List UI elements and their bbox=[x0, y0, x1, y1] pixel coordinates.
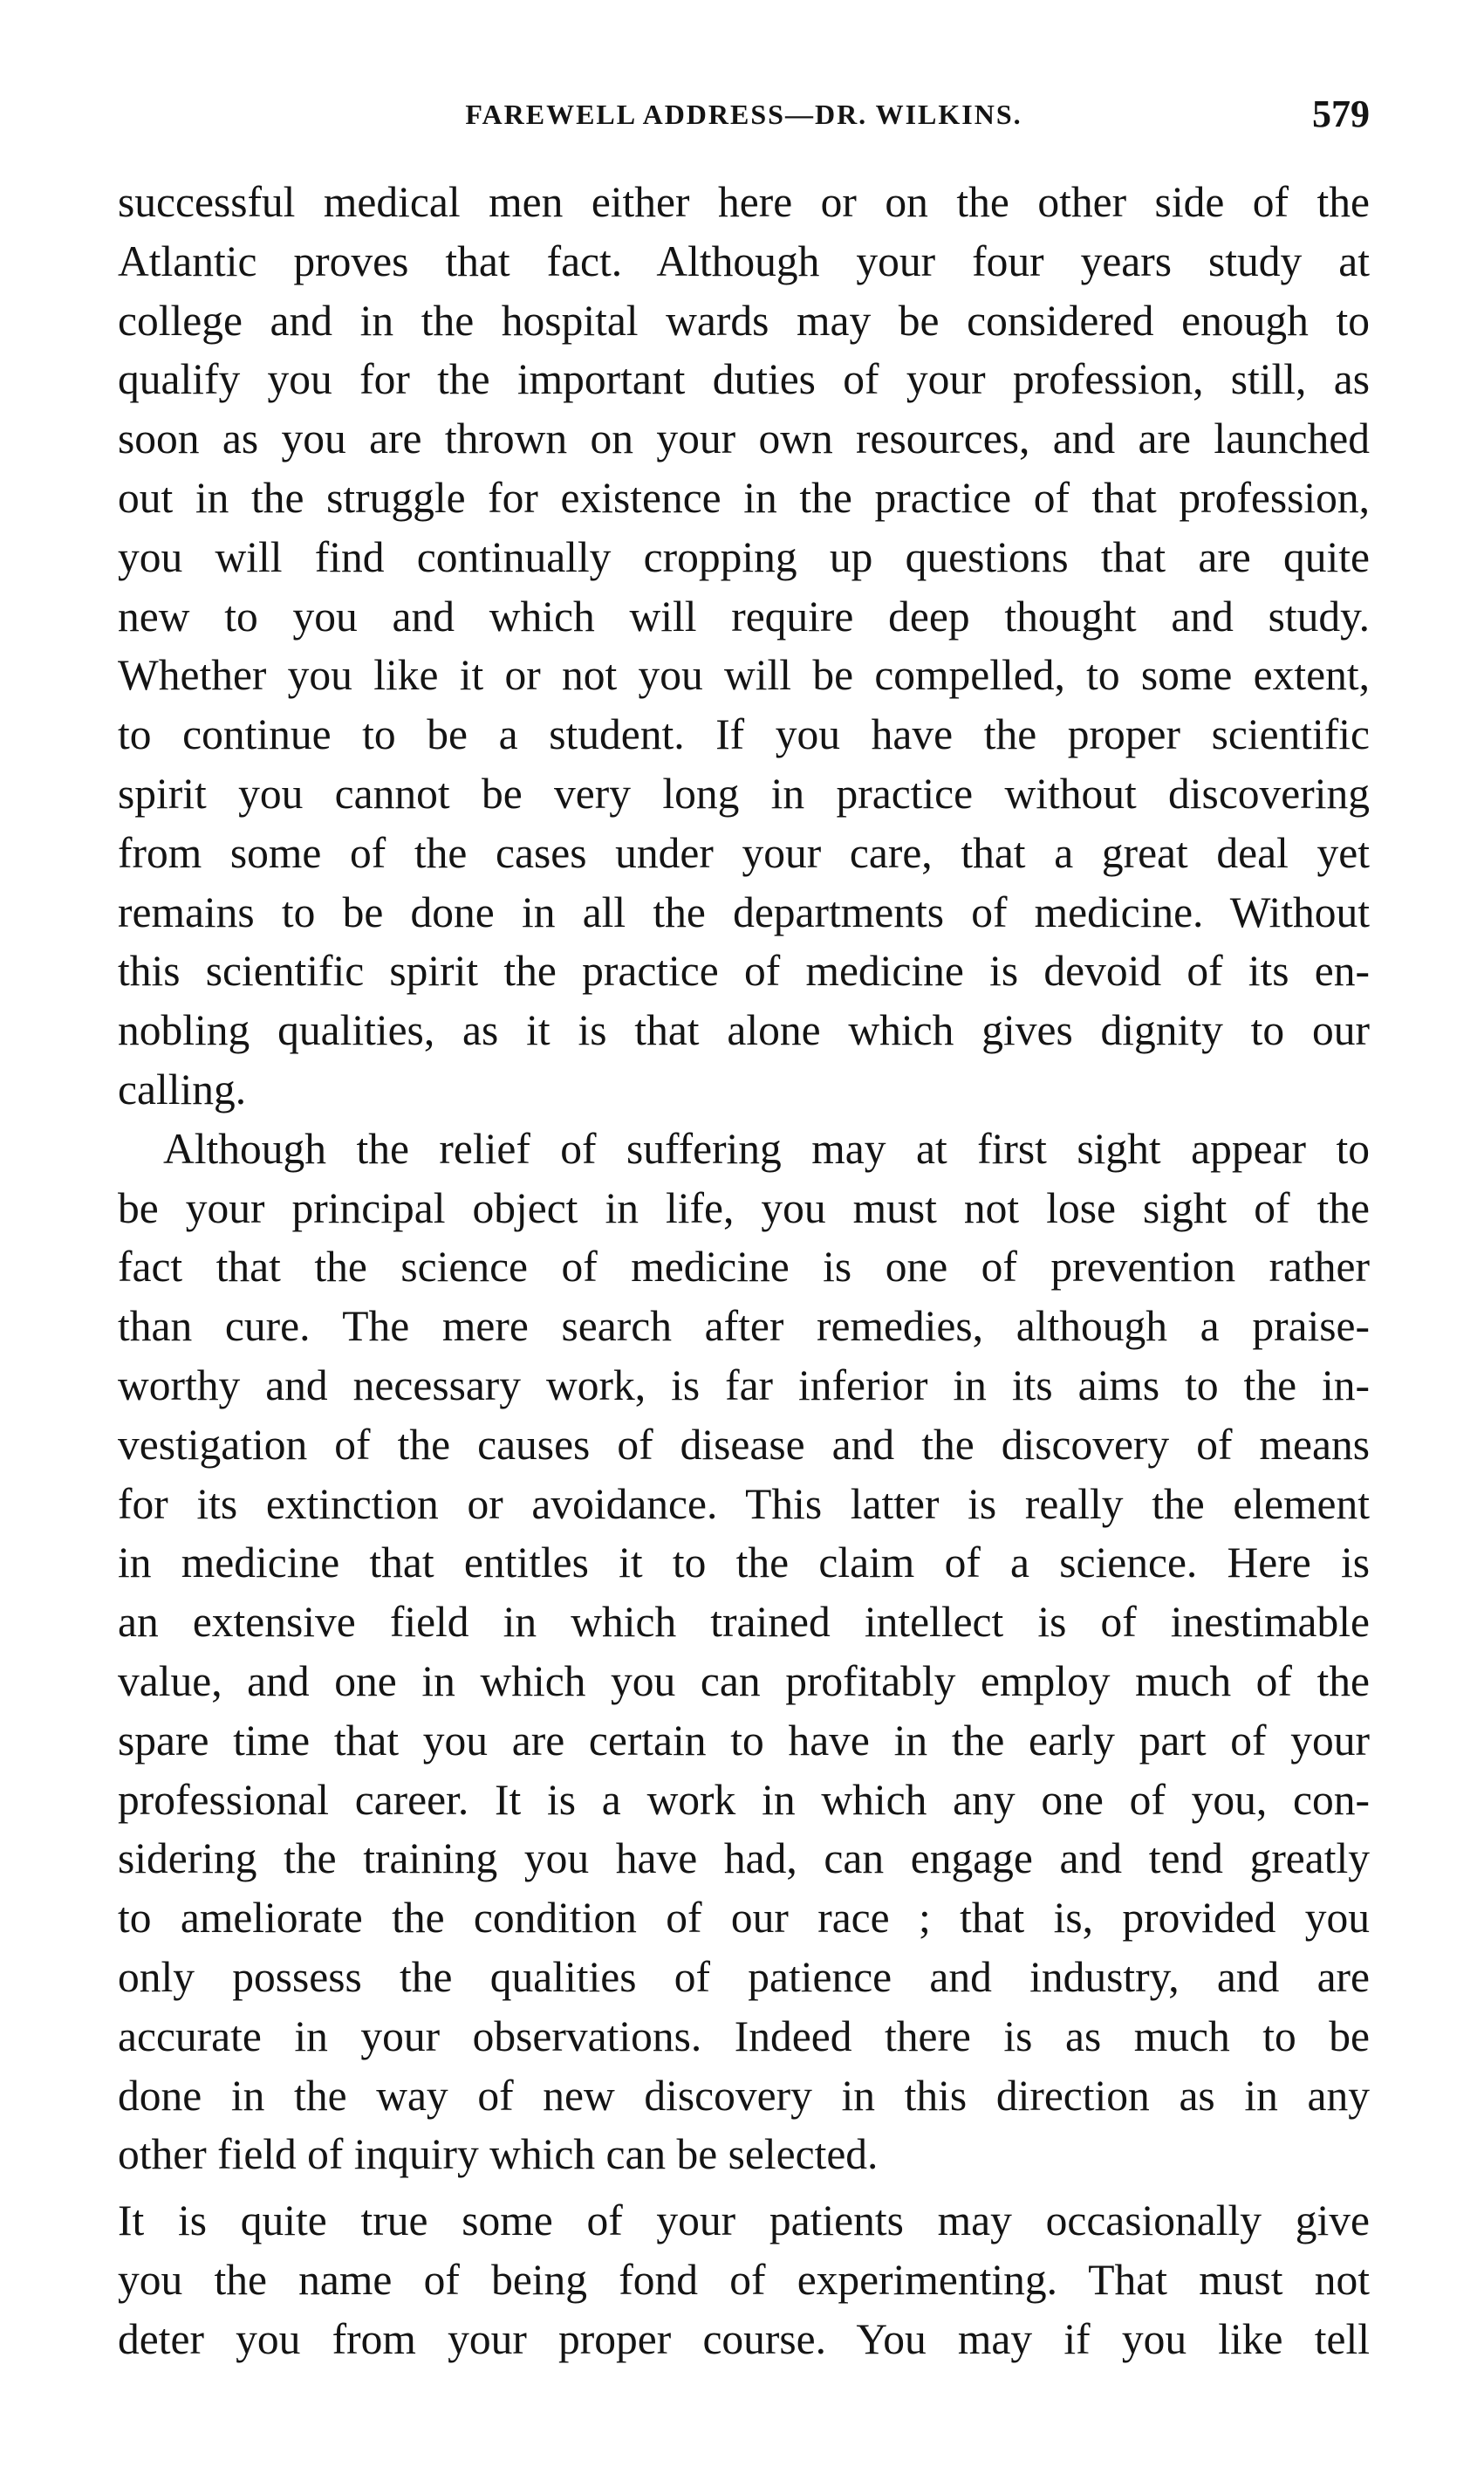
text-line: be your principal object in life, you must not lose sight of the bbox=[118, 1183, 1370, 1232]
text-line: nobling qualities, as it is that alone which gives dignity to our bbox=[118, 1006, 1370, 1055]
text-line: worthy and necessary work, is far inferior in its aims to the in- bbox=[118, 1360, 1370, 1409]
paragraph-gap bbox=[118, 2184, 1370, 2191]
text-line: you will find continually cropping up questions that are quite bbox=[118, 532, 1370, 581]
paragraph-2 bbox=[118, 1120, 1370, 2184]
text-line: spirit you cannot be very long in practice without discovering bbox=[118, 769, 1370, 818]
page-number: 579 bbox=[1312, 93, 1370, 135]
text-line: only possess the qualities of patience and industry, and are bbox=[118, 1952, 1370, 2001]
text-line: an extensive field in which trained intellect is of inestimable bbox=[118, 1598, 1370, 1647]
text-line: qualify you for the important duties of your profession, still, as bbox=[118, 355, 1370, 404]
body-text bbox=[118, 173, 1370, 2368]
text-line: professional career. It is a work in which any one of you, con- bbox=[118, 1775, 1370, 1824]
text-line: than cure. The mere search after remedies, although a praise- bbox=[118, 1302, 1370, 1351]
text-line: Although the relief of suffering may at first sight appear to bbox=[163, 1124, 1370, 1173]
text-line: new to you and which will require deep thought and study. bbox=[118, 592, 1370, 641]
text-line: you the name of being fond of experimenting. That must not bbox=[118, 2255, 1370, 2304]
running-head bbox=[118, 92, 1370, 144]
text-line: It is quite true some of your patients may occasionally give bbox=[118, 2196, 1370, 2245]
text-line: deter you from your proper course. You may if you like tell bbox=[118, 2314, 1370, 2363]
text-line: Atlantic proves that fact. Although your four years study at bbox=[118, 236, 1370, 285]
text-line: value, and one in which you can profitably employ much of the bbox=[118, 1656, 1370, 1705]
text-line: accurate in your observations. Indeed there is as much to be bbox=[118, 2011, 1370, 2060]
text-line: in medicine that entitles it to the claim of a science. Here is bbox=[118, 1538, 1370, 1587]
text-line: this scientific spirit the practice of medicine is devoid of its en- bbox=[118, 947, 1370, 996]
text-line: other field of inquiry which can be selected. bbox=[118, 2130, 879, 2179]
text-line: sidering the training you have had, can engage and tend greatly bbox=[118, 1834, 1370, 1883]
text-line: remains to be done in all the departments of medicine. Without bbox=[118, 887, 1370, 936]
text-line: to ameliorate the condition of our race ; that is, provided you bbox=[118, 1894, 1370, 1943]
text-line: done in the way of new discovery in this direction as in any bbox=[118, 2071, 1370, 2120]
text-line: college and in the hospital wards may be considered enough to bbox=[118, 296, 1370, 345]
text-line: to continue to be a student. If you have the proper scientific bbox=[118, 710, 1370, 759]
text-line: calling. bbox=[118, 1065, 247, 1114]
text-line: spare time that you are certain to have in the early part of your bbox=[118, 1716, 1370, 1765]
text-line: Whether you like it or not you will be compelled, to some extent, bbox=[118, 651, 1370, 700]
text-line: successful medical men either here or on the other side of the bbox=[118, 178, 1370, 226]
text-line: vestigation of the causes of disease and the discovery of means bbox=[118, 1420, 1370, 1469]
text-line: fact that the science of medicine is one of prevention rather bbox=[118, 1243, 1370, 1292]
text-line: soon as you are thrown on your own resources, and are launched bbox=[118, 415, 1370, 463]
text-line: out in the struggle for existence in the practice of that profession, bbox=[118, 473, 1370, 522]
text-line: from some of the cases under your care, that a great deal yet bbox=[118, 828, 1370, 877]
text-line: for its extinction or avoidance. This latter is really the element bbox=[118, 1479, 1370, 1528]
running-title: FAREWELL ADDRESS—DR. WILKINS. bbox=[465, 99, 1022, 130]
paragraph-1 bbox=[118, 173, 1370, 1120]
paragraph-3 bbox=[118, 2191, 1370, 2368]
